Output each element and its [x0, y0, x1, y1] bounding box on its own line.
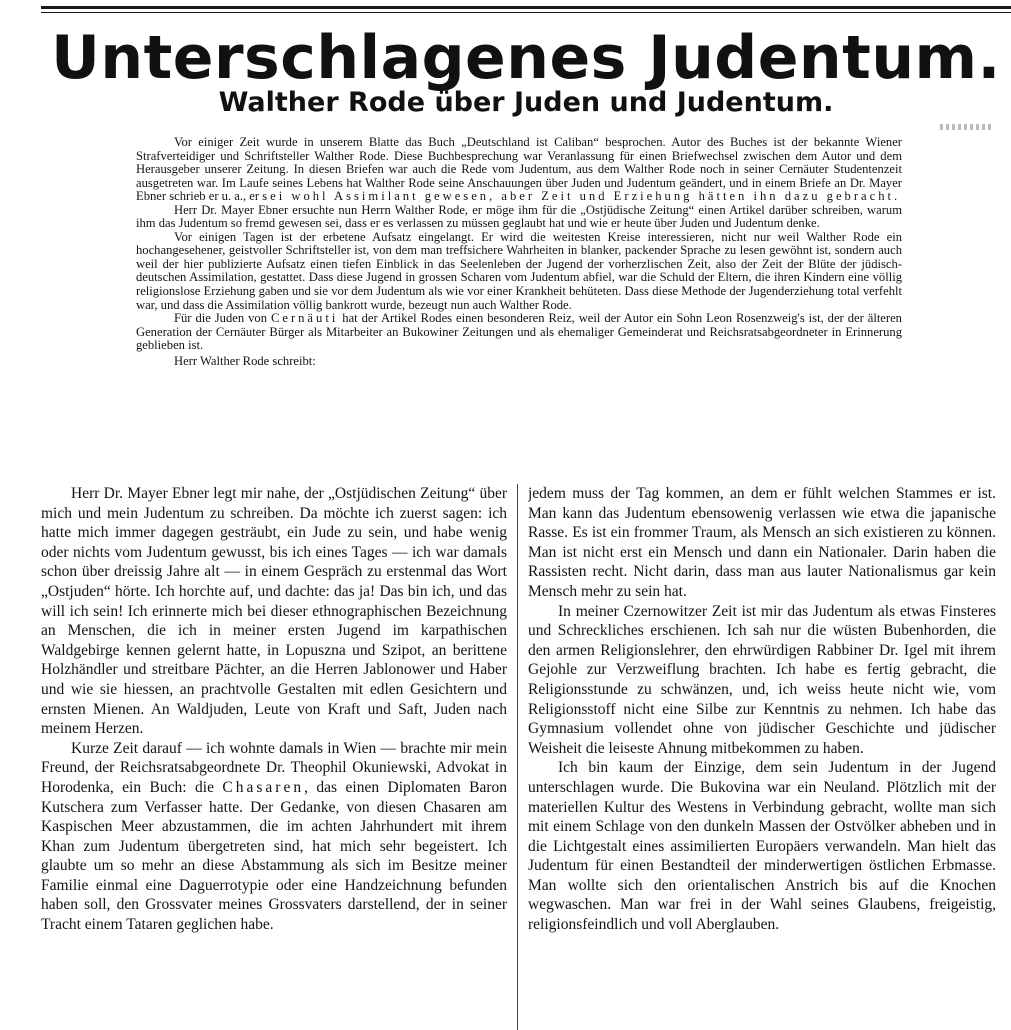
intro-signoff: Herr Walther Rode schreibt:	[174, 353, 316, 368]
left-paragraph-2: Kurze Zeit darauf — ich wohnte damals in Wien — brachte mir mein Freund, der Reichsratsabgeordnete Dr. Theophil Okuniewski, Advokat in Horodenka, ein Buch: die Chasaren, das einen Diplomaten Baron Kutschera zum Verfasser hatte. Der Gedanke, von diesen Chasaren am Kaspischen Meer abzustammen, die im achten Jahrhundert mit ihrem Khan zum Judentum übergetreten sind, hat mich sehr begeistert. Ich glaubte um so mehr an diese Abstammung als sich im Besitze meiner Familie einmal eine Daguerrotypie oder eine Handzeichnung befunden haben soll, den Grossvater meines Grossvaters darstellend, der in seiner Tracht einem Tataren geglichen habe.	[41, 739, 507, 934]
print-smudge	[940, 124, 992, 130]
intro-paragraph-1: Vor einiger Zeit wurde in unserem Blatte das Buch „Deutschland ist Caliban“ besprochen. Autor des Buches ist der bekannte Wiener Strafverteidiger und Schriftsteller Walther Rode. Diese Buchbesprechung war Veranlassung für einen Briefwechsel zwischen dem Autor und dem Herausgeber unserer Zeitung. In diesen Briefen war auch die Rede vom Judentum, aus dem Walther Rode noch in seiner Cernäuter Studentenzeit ausgetreten war. Im Laufe seines Lebens hat Walther Rode seine Anschauungen über Juden und Judentum geändert, und in einem Briefe an Dr. Mayer Ebner schrieb er u. a., er sei wohl Assimilant gewesen, aber Zeit und Erziehung hätten ihn dazu gebracht.	[136, 135, 902, 204]
right-paragraph-3: Ich bin kaum der Einzige, dem sein Judentum in der Jugend unterschlagen wurde. Die Bukovina war ein Neuland. Plötzlich mit der materiellen Kultur des Westens in Verbindung gebracht, wollte man sich mit einem Schlage von den dunkeln Massen der Ostvölker abheben und in die Lichtgestalt eines assimilierten Europäers verwandeln. Man hielt das Judentum für einen Bestandteil der minderwertigen östlichen Erbmasse. Man wollte sich den orientalischen Anstrich bis auf die Knochen wegwaschen. Man war frei in der Wahl seines Glaubens, freigeistig, religionsfeindlich und voll Aberglauben.	[528, 759, 996, 934]
intro-paragraph-4: Für die Juden von Cernäuti hat der Artikel Rodes einen besonderen Reiz, weil der Autor ein Sohn Leon Rosenzweig's ist, der der älteren Generation der Cernäuter Bürger als Mitarbeiter an Bukowiner Zeitungen und als ehemaliger Gemeinderat und Reichsratsabgeordneter in Erinnerung geblieben ist.	[136, 311, 902, 353]
right-paragraph-2: In meiner Czernowitzer Zeit ist mir das Judentum als etwas Finsteres und Schreckliches erschienen. Ich sah nur die wüsten Bubenhorden, die den armen Religionslehrer, den ehrwürdigen Rabbiner Dr. Igel mit ihrem Gejohle zur Verzweiflung brachten. Ich habe es fertig gebracht, die Religionsstunde zu schwänzen, und, ich weiss heute nicht wie, vom Religionsstoff nicht eine Silbe zur Kenntnis zu nehmen. Ich habe das Gymnasium vollendet ohne von jüdischer Geschichte und jüdischer Weisheit die leiseste Ahnung mitbekommen zu haben.	[528, 602, 996, 757]
intro-spaced-quote: sei wohl Assimilant gewesen, aber Zeit und Erziehung hätten ihn dazu gebracht.	[262, 189, 901, 204]
intro-section	[136, 136, 902, 368]
intro-paragraph-2: Herr Dr. Mayer Ebner ersuchte nun Herrn Walther Rode, er möge ihm für die „Ostjüdische Zeitung“ einen Artikel darüber schreiben, warum ihm das Judentum so fremd gewesen sei, dass er es verlassen zu müssen geglaubt hat und wie er heute über Juden und Judentum denke.	[136, 202, 902, 231]
city-name-spaced: Cernäuti	[270, 311, 339, 326]
right-paragraph-1: jedem muss der Tag kommen, an dem er fühlt welchen Stammes er ist. Man kann das Judentum ebensowenig verlassen wie etwa die japanische Rasse. Es ist ein frommer Traum, als Mensch an sich existieren zu können. Man ist nicht erst ein Mensch und dann ein Nationaler. Darin haben die Rassisten recht. Nicht darin, dass man aus lauter Nationalismus gar kein Mensch mehr zu sein hat.	[528, 485, 996, 600]
left-paragraph-1: Herr Dr. Mayer Ebner legt mir nahe, der „Ostjüdischen Zeitung“ über mich und mein Judentum zu schreiben. Da möchte ich zuerst sagen: ich hatte mich immer dagegen gesträubt, ein Jude zu sein, und habe wenig oder nichts vom Judentum gewusst, bis ich eines Tages — ich war damals schon über dreissig Jahre alt — in einem Gespräch zu erstenmal das Wort „Ostjuden“ hörte. Ich horchte auf, und dachte: das ja! Das bin ich, und das will ich sein! Ich erinnerte mich bei dieser ethnographischen Bezeichnung an Menschen, die ich in meiner ersten Jugend im karpathischen Waldgebirge kennen gelernt hatte, in Lopuszna und Szipot, an berittene Holzhändler und streitbare Pächter, an die Herren Jablonower und Haber und wie sie hiessen, an prachtvolle Gestalten mit edlen Gesichtern und ernsten Mienen. An Waldjuden, Leute von Kraft und Saft, Juden nach meinem Herzen.	[41, 485, 507, 738]
top-rule	[41, 6, 1011, 9]
headline: Unterschlagenes Judentum.	[51, 23, 1001, 93]
intro-paragraph-3: Vor einigen Tagen ist der erbetene Aufsatz eingelangt. Er wird die weitesten Kreise interessieren, nicht nur weil Walther Rode ein hochangesehener, geistvoller Schriftsteller ist, von dem man treffsichere Wahrheiten in blanker, packender Sprache zu lesen gewöhnt ist, sondern auch weil der hier publizierte Aufsatz einen tiefen Einblick in das Seelenleben der Jugend der vorherzlischen Zeit, also der Zeit der Blüte der jüdisch-deutschen Assimilation, gestattet. Dass diese Jugend in grossen Scharen vom Judentum abfiel, war die Schuld der Eltern, die ihren Kindern eine völlig religionslose Erziehung gaben und sie vor dem Judentum als wie vor einer Krankheit behüteten. Dass diese Methode der Jugenderziehung total verfehlt war, und dass die Assimilation völlig bankrott wurde, bezeugt nun auch Walther Rode.	[136, 229, 902, 312]
column-divider	[517, 484, 518, 1030]
top-rule-thin	[41, 12, 1011, 13]
article-left-column	[41, 484, 507, 1030]
subheadline: Walther Rode über Juden und Judentum.	[218, 87, 834, 118]
book-title-spaced: Chasaren	[222, 778, 305, 796]
article-right-column	[528, 484, 996, 1030]
